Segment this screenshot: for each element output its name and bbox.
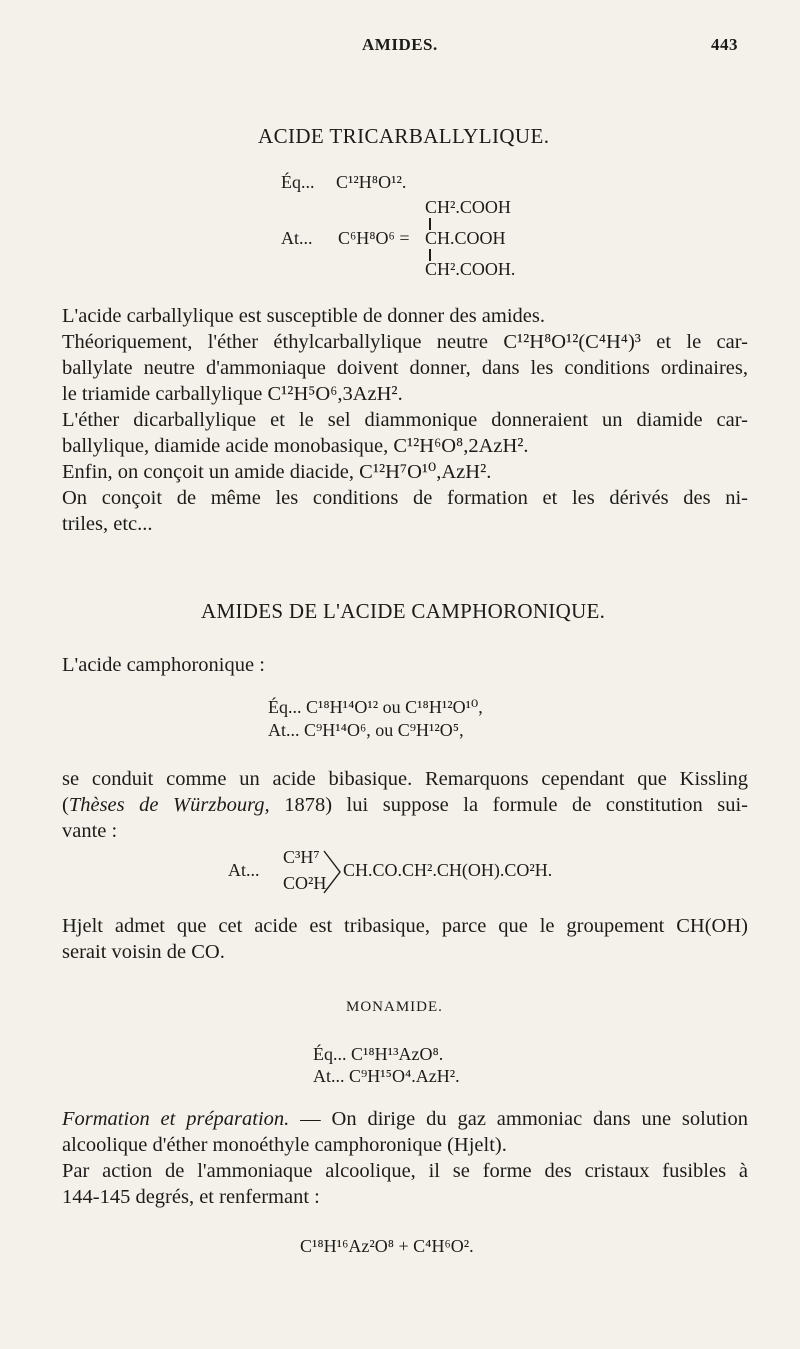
paragraph-line: vante : [62,820,118,842]
paragraph-line: ballylate neutre d'ammoniaque doivent donner, dans les conditions ordinaires, [62,357,748,379]
paragraph-line: Par action de l'ammoniaque alcoolique, il se forme des cristaux fusibles à [62,1160,748,1182]
struct-bot: CO²H [283,873,327,893]
struct-mid: CH.COOH [425,228,506,248]
struct-bot: CH².COOH. [425,259,516,279]
page-number: 443 [711,35,738,54]
section-title-tricarballylique: ACIDE TRICARBALLYLIQUE. [258,124,550,148]
text-block-1 [62,303,748,537]
eq-line: Éq... C¹⁸H¹³AzO⁸. [313,1044,444,1064]
eq-label: Éq... [281,172,315,192]
paragraph-line: triles, etc... [62,513,153,535]
paragraph-line: ballylique, diamide acide monobasique, C¹²H⁶O⁸,2AzH². [62,435,529,457]
paragraph: L'acide carballylique est susceptible de donner des amides. [62,305,545,327]
paragraph-line: se conduit comme un acide bibasique. Remarquons cependant que Kissling [62,768,748,790]
paragraph-line: Formation et préparation. — On dirige du gaz ammoniac dans une solution [62,1108,748,1130]
at-formula: C⁶H⁸O⁶ = [338,228,410,248]
section-title-monamide: MONAMIDE. [346,999,443,1015]
paragraph-line: serait voisin de CO. [62,941,225,963]
eq-line: Éq... C¹⁸H¹⁴O¹² ou C¹⁸H¹²O¹⁰, [268,697,483,717]
paragraph: Enfin, on conçoit un amide diacide, C¹²H⁷O¹⁰,AzH². [62,461,492,483]
paragraph-line: Théoriquement, l'éther éthylcarballylique neutre C¹²H⁸O¹²(C⁴H⁴)³ et le car- [62,331,748,353]
at-line: At... C⁹H¹⁴O⁶, ou C⁹H¹²O⁵, [268,720,464,740]
paragraph-line: le triamide carballylique C¹²H⁵O⁶,3AzH². [62,383,403,405]
struct-chain: CH.CO.CH².CH(OH).CO²H. [343,860,553,880]
final-formula: C¹⁸H¹⁶Az²O⁸ + C⁴H⁶O². [300,1236,474,1256]
text-block-2 [62,766,748,844]
paragraph-line: On conçoit de même les conditions de formation et les dérivés des ni- [62,487,748,509]
paragraph: L'acide camphoronique : [62,654,265,676]
section-title-camphoronique: AMIDES DE L'ACIDE CAMPHORONIQUE. [201,599,606,623]
text-block-3 [62,913,748,965]
paragraph-line: 144-145 degrés, et renfermant : [62,1186,320,1208]
branch-bracket-icon [322,849,344,895]
struct-top: CH².COOH [425,197,511,217]
paragraph-line: L'éther dicarballylique et le sel diammonique donneraient un diamide car- [62,409,748,431]
subheading-italic: Formation et préparation. [62,1108,290,1130]
citation-italic: Thèses de Würzbourg, [68,794,270,816]
at-label: At... [281,228,313,248]
text-block-4 [62,1106,748,1210]
paragraph-line: Hjelt admet que cet acide est tribasique, parce que le groupement CH(OH) [62,915,748,937]
at-line: At... C⁹H¹⁵O⁴.AzH². [313,1066,460,1086]
running-title: AMIDES. [362,35,438,54]
struct-top: C³H⁷ [283,847,320,867]
eq-formula: C¹²H⁸O¹². [336,172,407,192]
struct-at-label: At... [228,860,260,880]
paragraph-line: (Thèses de Würzbourg, 1878) lui suppose la formule de constitution sui- [62,794,748,816]
paragraph-line: alcoolique d'éther monoéthyle camphoronique (Hjelt). [62,1134,507,1156]
